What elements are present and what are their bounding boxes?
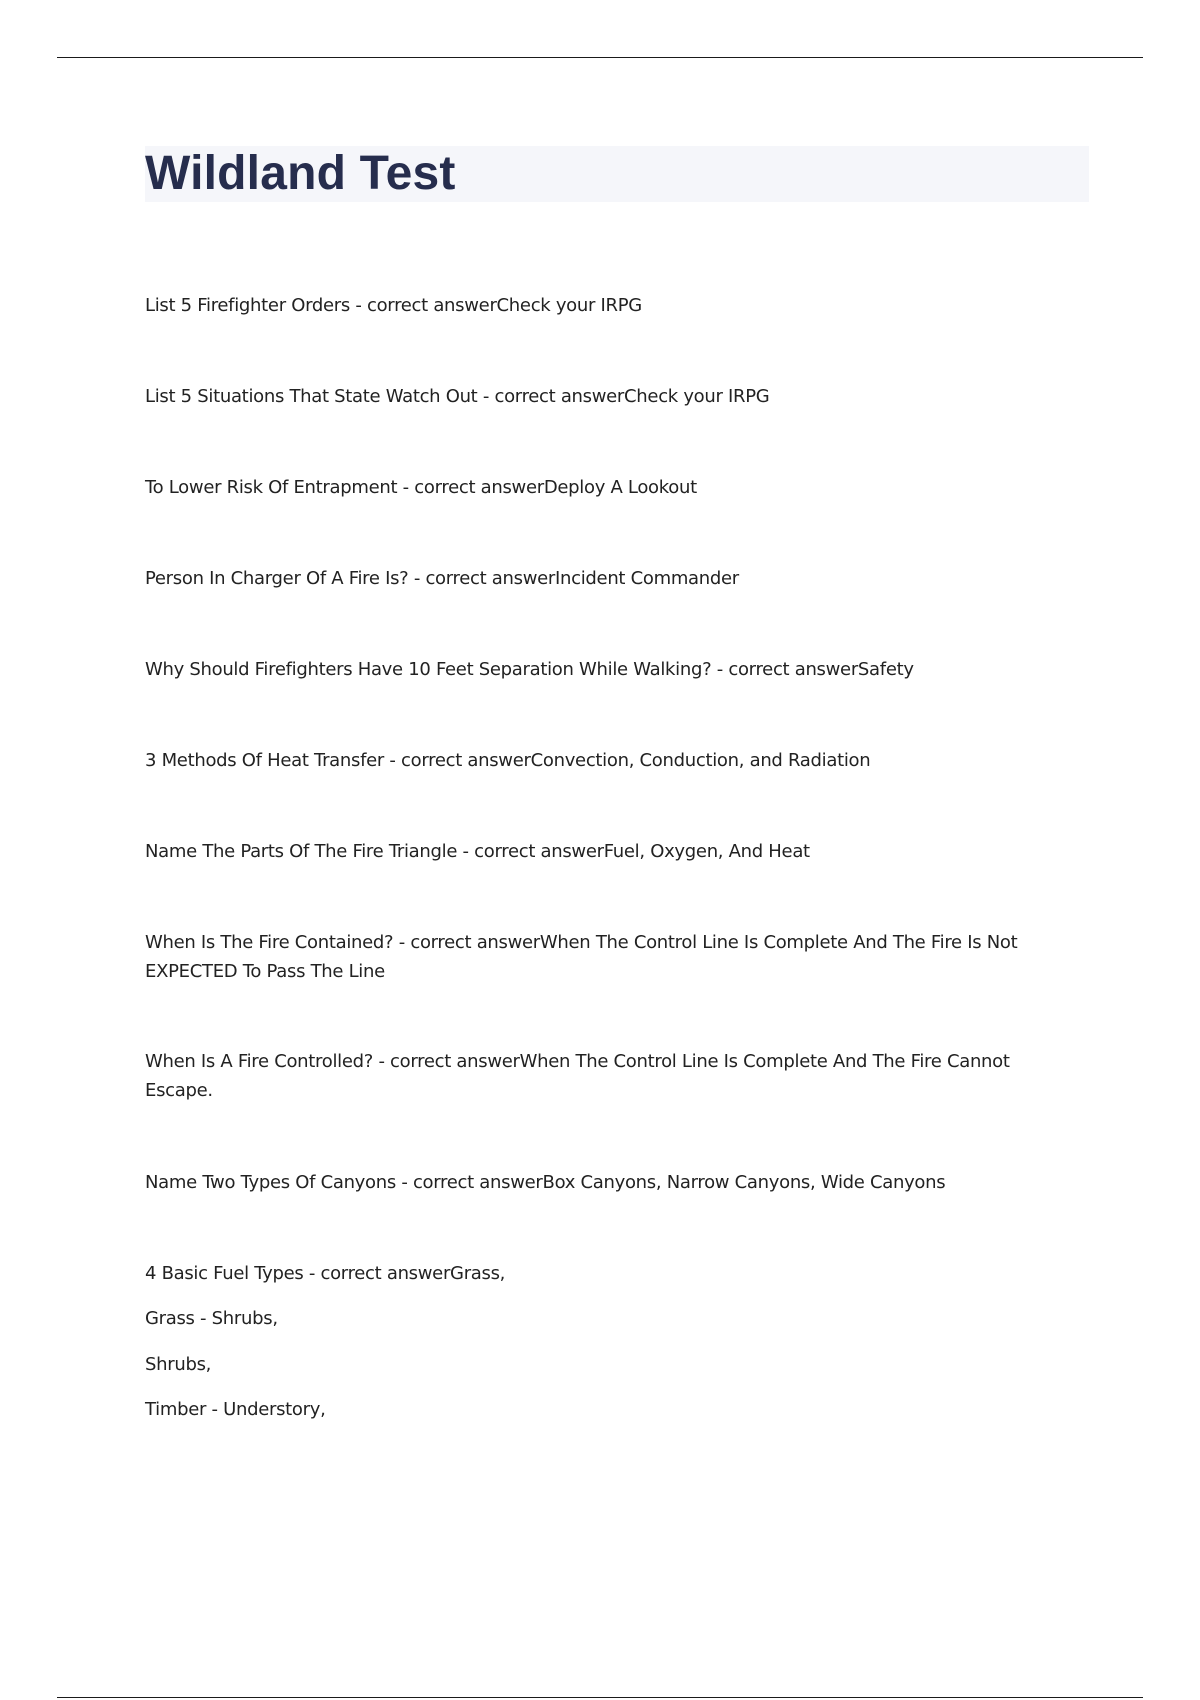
- qa-item-3: To Lower Risk Of Entrapment - correct answerDeploy A Lookout: [145, 477, 697, 498]
- qa-item-11-line-3: Shrubs,: [145, 1354, 212, 1375]
- qa-item-5: Why Should Firefighters Have 10 Feet Separation While Walking? - correct answerSafety: [145, 659, 914, 680]
- bottom-rule: [57, 1697, 1143, 1698]
- qa-item-10: Name Two Types Of Canyons - correct answerBox Canyons, Narrow Canyons, Wide Canyons: [145, 1172, 946, 1193]
- qa-item-9: When Is A Fire Controlled? - correct answerWhen The Control Line Is Complete And The Fire Cannot Escape.: [145, 1051, 1010, 1101]
- qa-item-2: List 5 Situations That State Watch Out - correct answerCheck your IRPG: [145, 386, 770, 407]
- top-rule: [57, 57, 1143, 58]
- qa-item-6: 3 Methods Of Heat Transfer - correct answerConvection, Conduction, and Radiation: [145, 750, 871, 771]
- qa-item-4: Person In Charger Of A Fire Is? - correct answerIncident Commander: [145, 568, 739, 589]
- qa-item-11-line-4: Timber - Understory,: [145, 1399, 326, 1420]
- qa-item-11-line-1: 4 Basic Fuel Types - correct answerGrass,: [145, 1263, 506, 1284]
- qa-item-1: List 5 Firefighter Orders - correct answerCheck your IRPG: [145, 295, 642, 316]
- qa-item-11-line-2: Grass - Shrubs,: [145, 1308, 278, 1329]
- qa-item-7: Name The Parts Of The Fire Triangle - correct answerFuel, Oxygen, And Heat: [145, 841, 810, 862]
- document-title: Wildland Test: [145, 147, 456, 200]
- qa-item-8: When Is The Fire Contained? - correct answerWhen The Control Line Is Complete And The Fire Is Not EXPECTED To Pass The Line: [145, 932, 1018, 982]
